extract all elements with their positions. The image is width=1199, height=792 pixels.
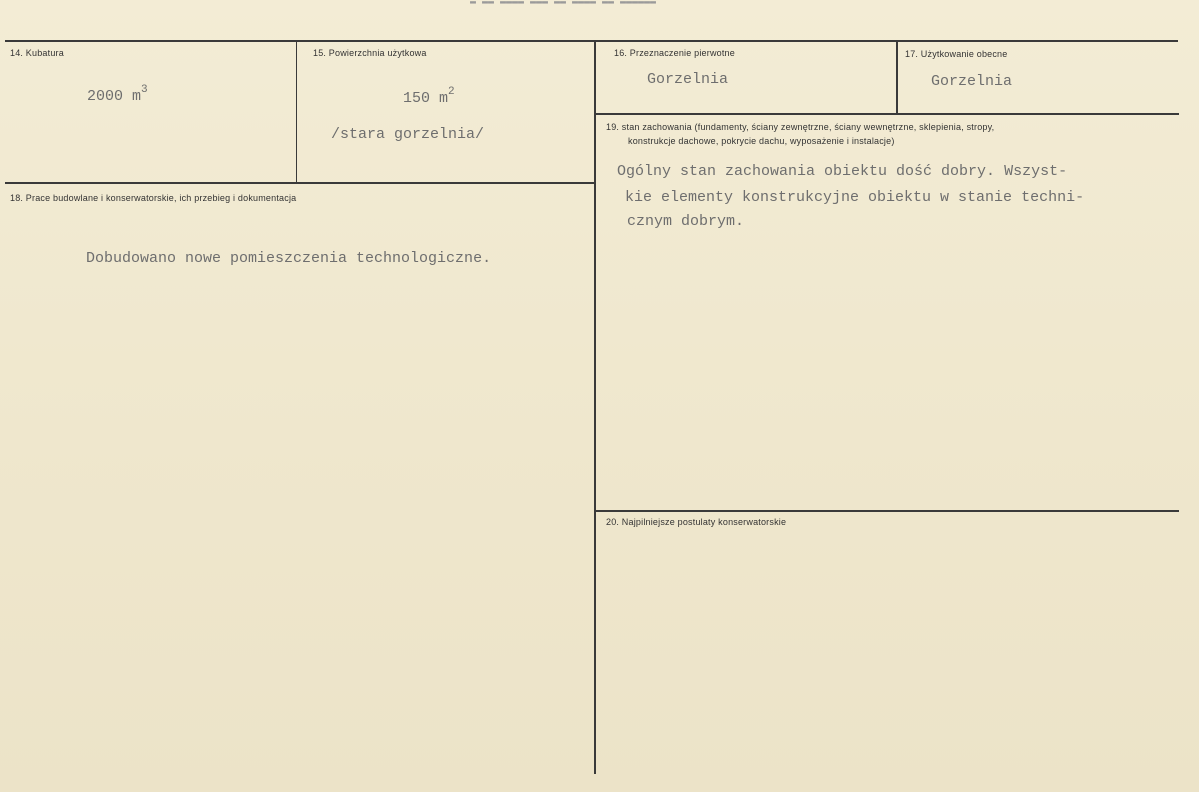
field-19-label-line2: konstrukcje dachowe, pokrycie dachu, wyposażenie i instalacje) [628, 136, 895, 146]
field-19-text-line-1: Ogólny stan zachowania obiektu dość dobry. Wszyst- [617, 163, 1068, 180]
kubatura-exponent: 3 [141, 84, 148, 96]
field-15-value [403, 81, 455, 110]
field-15-note: /stara gorzelnia/ [331, 126, 485, 143]
rule-above-20 [596, 510, 1179, 512]
cropped-top-text: ▬ ▬▬ ▬▬▬▬ ▬▬▬ ▬▬ ▬▬▬▬ ▬▬ ▬▬▬▬▬▬ [470, 0, 657, 6]
main-divider [594, 41, 596, 774]
field-14-value [87, 79, 148, 108]
field-17-value: Gorzelnia [931, 73, 1013, 90]
field-19-text-line-3: cznym dobrym. [627, 213, 745, 230]
field-17-label: 17. Użytkowanie obecne [905, 49, 1008, 59]
divider-14-15 [296, 41, 297, 183]
field-14-label: 14. Kubatura [10, 48, 64, 58]
powierzchnia-exponent: 2 [448, 86, 455, 98]
top-rule [5, 40, 1178, 42]
powierzchnia-value: 150 m [403, 90, 449, 107]
field-18-value: Dobudowano nowe pomieszczenia technologiczne. [86, 250, 492, 267]
field-19-text-line-2: kie elementy konstrukcyjne obiektu w stanie techni- [625, 189, 1085, 206]
kubatura-value: 2000 m [87, 88, 142, 105]
field-18-label: 18. Prace budowlane i konserwatorskie, ich przebieg i dokumentacja [10, 193, 297, 203]
field-16-value: Gorzelnia [647, 71, 729, 88]
rule-under-14-15 [5, 182, 596, 184]
rule-under-16-17 [596, 113, 1179, 115]
divider-16-17 [896, 41, 898, 114]
field-15-label: 15. Powierzchnia użytkowa [313, 48, 427, 58]
field-20-label: 20. Najpilniejsze postulaty konserwatorskie [606, 517, 787, 527]
field-16-label: 16. Przeznaczenie pierwotne [614, 48, 735, 58]
field-19-label-line1: 19. stan zachowania (fundamenty, ściany zewnętrzne, ściany wewnętrzne, sklepienia, stropy, [606, 122, 995, 132]
